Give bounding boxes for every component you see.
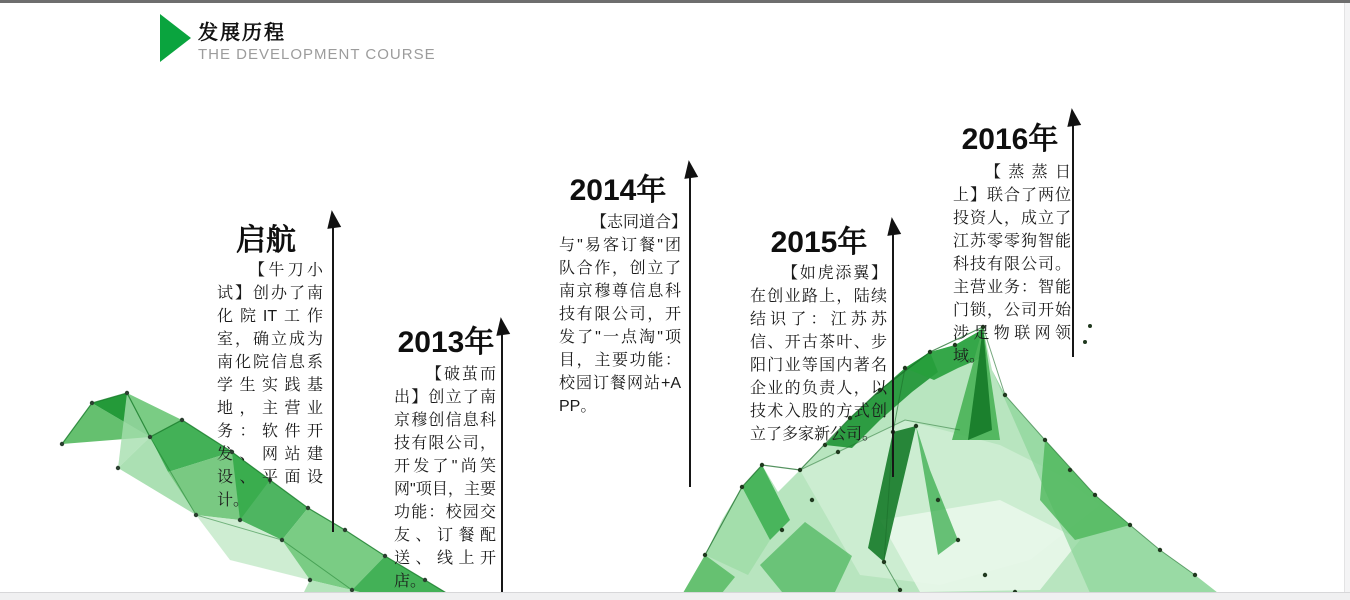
timeline-entry-body: 与"易客订餐"团队合作，创立了南京穆尊信息科技有限公司，开发了"一点淘"项目，主要功能：校园订餐网站+APP。: [559, 237, 681, 415]
up-arrow-icon: [1065, 107, 1081, 127]
timeline-axis-line: [1072, 113, 1074, 357]
timeline-entry-body: 在创业路上，陆续结识了：江苏苏信、开古茶叶、步阳门业等国内著名企业的负责人，以技术入股的方式创立了多家新公司。: [750, 288, 887, 443]
timeline-entry-text: [953, 161, 1071, 368]
timeline-entry-body: 创立了南京穆创信息科技有限公司，开发了"尚笑网"项目，主要功能：校园交友、订餐配送、线上开店。: [394, 389, 496, 590]
up-arrow-icon: [325, 209, 341, 229]
timeline-entry-body: 联合了两位投资人，成立了江苏零零狗智能科技有限公司。主营业务：智能门锁，公司开始涉足物联网领域。: [953, 187, 1071, 365]
timeline-axis-line: [689, 165, 691, 487]
timeline-axis-line: [501, 322, 503, 593]
timeline-axis-line: [892, 222, 894, 477]
timeline-year-label: 2013年: [397, 326, 495, 359]
play-triangle-icon: [160, 14, 191, 62]
page-title: 发展历程: [198, 22, 286, 44]
timeline-year-label: 2016年: [961, 123, 1059, 156]
window-right-edge: [1344, 3, 1350, 600]
timeline-year-label: 2014年: [569, 174, 667, 207]
timeline-entry-tag: 【蒸蒸日上】: [953, 164, 1071, 204]
window-top-bar: [0, 0, 1350, 3]
slide-bottom-strip: [0, 592, 1350, 600]
timeline-entry-text: [394, 363, 496, 593]
timeline-entry-tag: 【牛刀小试】: [217, 262, 323, 302]
timeline-axis-line: [332, 215, 334, 532]
timeline-entry-text: [559, 211, 688, 418]
timeline-entry-body: 创办了南化院IT工作室，确立成为南化院信息系学生实践基地，主营业务：软件开发、网站建设、平面设计。: [217, 285, 323, 509]
timeline-year-label: 2015年: [770, 226, 868, 259]
timeline-year-label: 启航: [236, 224, 296, 257]
up-arrow-icon: [682, 159, 698, 179]
page-subtitle: THE DEVELOPMENT COURSE: [198, 46, 436, 63]
up-arrow-icon: [885, 216, 901, 236]
timeline-entry-text: [750, 262, 887, 446]
timeline-entry-tag: 【如虎添翼】: [782, 265, 887, 282]
timeline-entry-text: [217, 259, 323, 512]
timeline-entry-tag: 【破茧而出】: [394, 366, 496, 406]
timeline-entry-tag: 【志同道合】: [591, 214, 688, 231]
